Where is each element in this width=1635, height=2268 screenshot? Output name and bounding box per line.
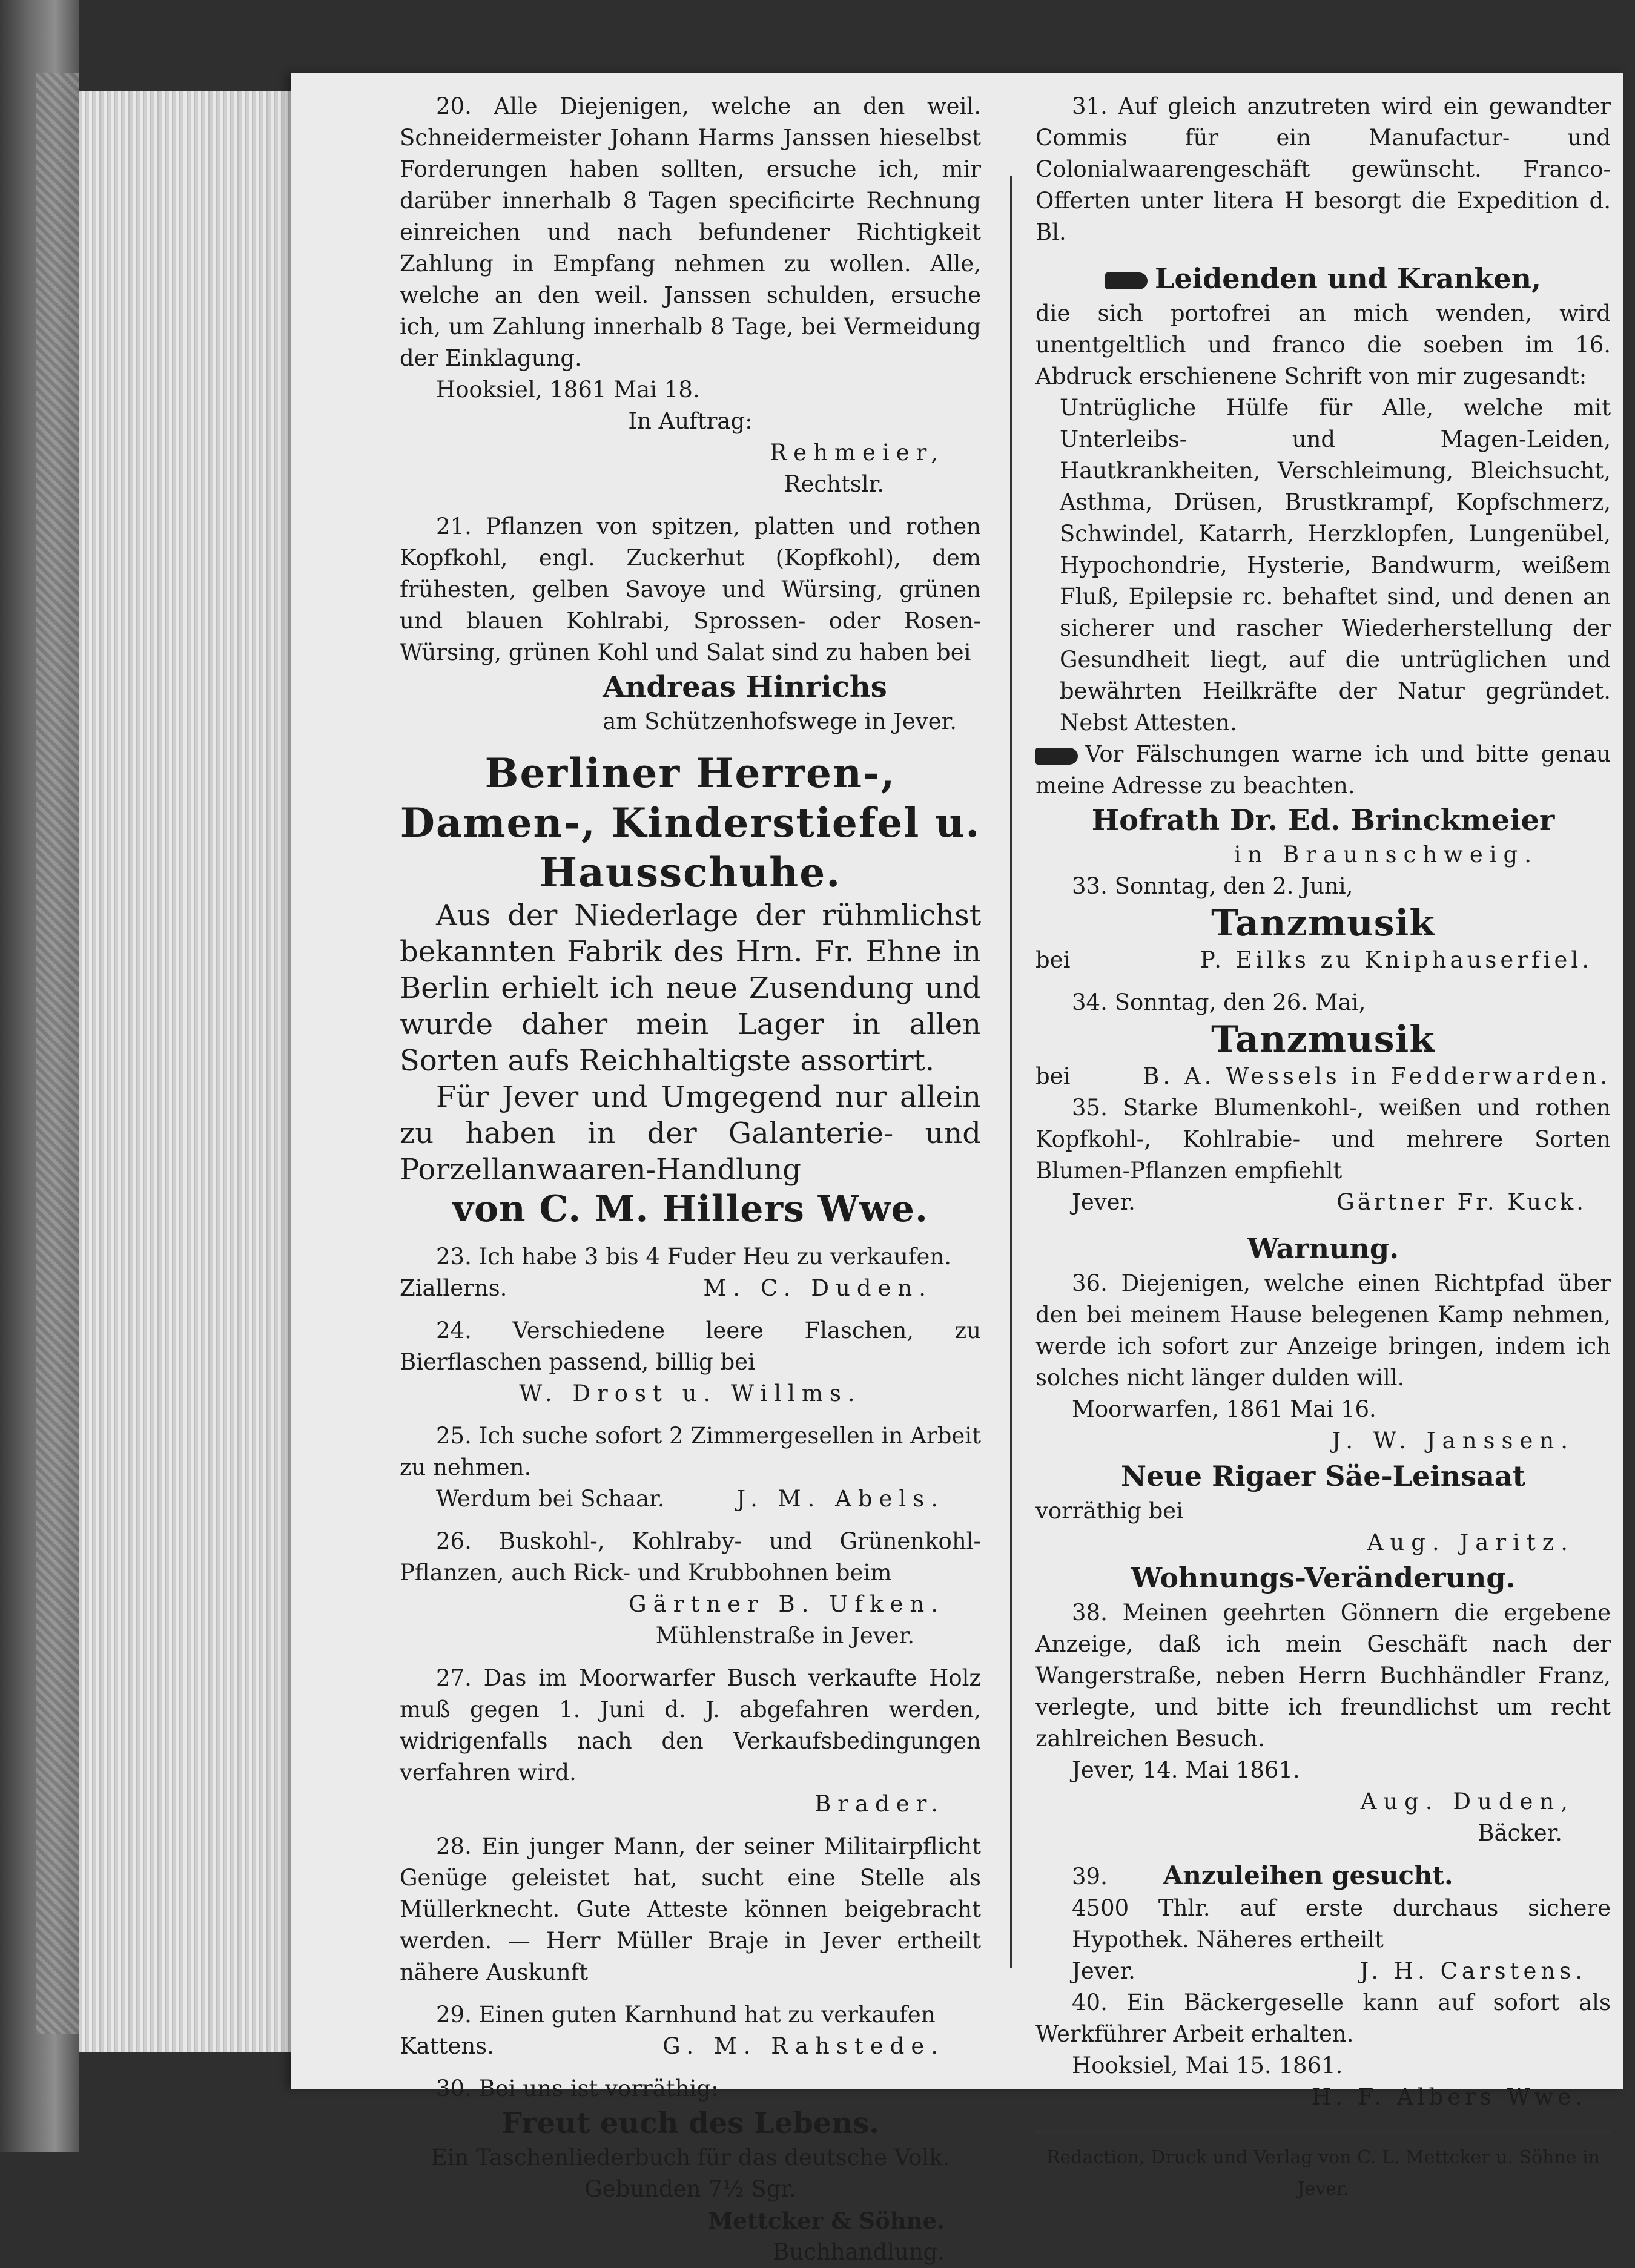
ad-boots-text-1: Aus der Niederlage der rühmlichst bekannten Fabrik des Hrn. Fr. Ehne in Berlin erhielt ich neue Zusendung und wurde daher mein Lager in allen Sorten aufs Reichhaltigste assortirt. bbox=[400, 898, 981, 1078]
notice-27-signature: Brader. bbox=[814, 1791, 945, 1817]
notice-34-footer bbox=[1036, 1061, 1611, 1092]
notice-34: 34. Sonntag, den 26. Mai, bbox=[1072, 989, 1366, 1015]
notice-37-signature: Aug. Jaritz. bbox=[1367, 1529, 1574, 1555]
notice-28: 28. Ein junger Mann, der seiner Militairpflicht Genüge geleistet hat, sucht eine Stelle als Müllerknecht. Gute Atteste können beigebracht werden. — Herr Müller Braje in Jever ertheilt nähere Auskunft bbox=[400, 1833, 981, 1985]
notice-32-text: die sich portofrei an mich wenden, wird unentgeltlich und franco die soeben im 16. Abdruck erschienene Schrift von mir zugesandt: bbox=[1036, 300, 1611, 389]
notice-36: 36. Diejenigen, welche einen Richtpfad über den bei meinem Hause belegenen Kamp nehmen, werde ich sofort zur Anzeige bringen, indem ich solches nicht länger dulden will. bbox=[1036, 1270, 1611, 1391]
notice-38-title: Bäcker. bbox=[1478, 1820, 1562, 1846]
notice-29-footer bbox=[400, 2031, 981, 2062]
notice-35-footer bbox=[1036, 1187, 1611, 1218]
notice-34-signature: B. A. Wessels in Fedderwarden. bbox=[1143, 1063, 1611, 1089]
right-column bbox=[1036, 91, 1611, 2205]
notice-21-name: Andreas Hinrichs bbox=[603, 670, 887, 704]
notice-20-title: Rechtslr. bbox=[784, 471, 884, 497]
notice-40: 40. Ein Bäckergeselle kann auf sofort als Werkführer Arbeit erhalten. bbox=[1036, 1989, 1611, 2047]
pointing-hand-icon bbox=[1036, 748, 1078, 765]
notice-39-number: 39. bbox=[1072, 1864, 1108, 1890]
column-divider bbox=[1010, 176, 1012, 1968]
notice-29: 29. Einen guten Karnhund hat zu verkaufen bbox=[436, 2002, 936, 2028]
notice-38-signature: Aug. Duden, bbox=[1360, 1788, 1574, 1815]
notice-21: 21. Pflanzen von spitzen, platten und rothen Kopfkohl, engl. Zuckerhut (Kopfkohl), dem frühesten, gelben Savoye und Würsing, grünen und blauen Kohlrabi, Sprossen- oder Rosen-Würsing, grünen Kohl und Salat sind zu haben bei bbox=[400, 513, 981, 665]
notice-32-warning-text: Vor Fälschungen warne ich und bitte genau meine Adresse zu beachten. bbox=[1036, 741, 1611, 799]
notice-38: 38. Meinen geehrten Gönnern die ergebene Anzeige, daß ich mein Geschäft nach der Wangerstraße, neben Herrn Buchhändler Franz, verlegte, und bitte ich freundlichst um recht zahlreichen Besuch. bbox=[1036, 1600, 1611, 1752]
notice-30-shop: Buchhandlung. bbox=[773, 2239, 945, 2265]
notice-23: 23. Ich habe 3 bis 4 Fuder Heu zu verkaufen. bbox=[436, 1244, 951, 1270]
notice-36-heading: Warnung. bbox=[1247, 1232, 1399, 1265]
notice-20-signature: Rehmeier, bbox=[770, 440, 945, 466]
ad-boots-text-2: Für Jever und Umgegend nur allein zu haben in der Galanterie- und Porzellanwaaren-Handlung bbox=[400, 1080, 981, 1187]
left-column bbox=[400, 91, 981, 2268]
notice-35: 35. Starke Blumenkohl-, weißen und rothen Kopfkohl-, Kohlrabie- und mehrere Sorten Blumen-Pflanzen empfiehlt bbox=[1036, 1095, 1611, 1184]
notice-40-date: Hooksiel, Mai 15. 1861. bbox=[1072, 2052, 1343, 2078]
notice-25-signature: J. M. Abels. bbox=[736, 1486, 945, 1512]
notice-33-signature: P. Eilks zu Kniphauserfiel. bbox=[1200, 947, 1593, 973]
notice-21-place: am Schützenhofswege in Jever. bbox=[603, 708, 957, 734]
notice-33-title: Tanzmusik bbox=[1211, 902, 1435, 944]
imprint-footer: Redaction, Druck und Verlag von C. L. Mettcker u. Söhne in Jever. bbox=[1036, 2131, 1611, 2205]
notice-25-place: Werdum bei Schaar. bbox=[436, 1486, 665, 1512]
notice-27: 27. Das im Moorwarfer Busch verkaufte Holz muß gegen 1. Juni d. J. abgefahren werden, widrigenfalls nach den Verkaufsbedingungen verfahren wird. bbox=[400, 1665, 981, 1785]
notice-39: 4500 Thlr. auf erste durchaus sichere Hypothek. Näheres ertheilt bbox=[1072, 1895, 1611, 1953]
notice-24: 24. Verschiedene leere Flaschen, zu Bierflaschen passend, billig bei bbox=[400, 1317, 981, 1375]
notice-39-heading bbox=[1036, 1860, 1611, 1893]
book-spine bbox=[0, 0, 79, 2152]
notice-23-footer bbox=[400, 1273, 981, 1304]
notice-32-heading-text: Leidenden und Kranken, bbox=[1155, 262, 1541, 295]
notice-20-date: Hooksiel, 1861 Mai 18. bbox=[436, 377, 700, 403]
notice-37-text: vorräthig bei bbox=[1036, 1498, 1184, 1524]
notice-31: 31. Auf gleich anzutreten wird ein gewandter Commis für ein Manufactur- und Colonialwaarengeschäft gewünscht. Franco-Offerten unter litera H besorgt die Expedition d. Bl. bbox=[1036, 93, 1611, 245]
notice-32-heading bbox=[1036, 259, 1611, 298]
notice-40-signature: H. F. Albers Wwe. bbox=[1311, 2084, 1587, 2110]
notice-34-bei: bei bbox=[1036, 1063, 1071, 1089]
notice-30-signature: Mettcker & Söhne. bbox=[708, 2207, 945, 2234]
notice-33-bei: bei bbox=[1036, 947, 1071, 973]
notice-39-footer bbox=[1036, 1956, 1611, 1987]
notice-30-book-title: Freut euch des Lebens. bbox=[501, 2106, 879, 2140]
notice-23-place: Ziallerns. bbox=[400, 1275, 507, 1301]
notice-35-signature: Gärtner Fr. Kuck. bbox=[1336, 1189, 1587, 1215]
notice-32-place: in Braunschweig. bbox=[1234, 842, 1538, 868]
notice-30: 30. Bei uns ist vorräthig: bbox=[436, 2075, 719, 2102]
pointing-hand-icon bbox=[1105, 272, 1148, 289]
notice-39-place: Jever. bbox=[1072, 1958, 1135, 1984]
notice-37-heading: Neue Rigaer Säe-Leinsaat bbox=[1121, 1460, 1525, 1492]
notice-26-signature: Gärtner B. Ufken. bbox=[629, 1591, 945, 1617]
notice-39-signature: J. H. Carstens. bbox=[1359, 1958, 1587, 1984]
notice-29-signature: G. M. Rahstede. bbox=[662, 2033, 945, 2059]
page-edges bbox=[79, 91, 297, 2052]
notice-30-subtitle: Ein Taschenliederbuch für das deutsche Volk. bbox=[431, 2144, 950, 2171]
notice-30-price: Gebunden 7½ Sgr. bbox=[584, 2176, 796, 2202]
notice-34-title: Tanzmusik bbox=[1211, 1018, 1435, 1061]
notice-32-signature: Hofrath Dr. Ed. Brinckmeier bbox=[1091, 803, 1555, 837]
notice-32-warning bbox=[1036, 739, 1611, 802]
notice-38-date: Jever, 14. Mai 1861. bbox=[1072, 1757, 1300, 1783]
notice-38-heading: Wohnungs-Veränderung. bbox=[1131, 1561, 1516, 1594]
ad-boots-title: Berliner Herren-, Damen-, Kinderstiefel u. Hausschuhe. bbox=[400, 750, 981, 896]
notice-26-place: Mühlenstraße in Jever. bbox=[655, 1623, 914, 1649]
notice-25: 25. Ich suche sofort 2 Zimmergesellen in Arbeit zu nehmen. bbox=[400, 1423, 981, 1480]
notice-20: 20. Alle Diejenigen, welche an den weil. Schneidermeister Johann Harms Janssen hieselbst Forderungen haben sollten, ersuche ich, mir darüber innerhalb 8 Tagen specificirte Rechnung einreichen und nach befundener Richtigkeit Zahlung in Empfang nehmen zu wollen. Alle, welche an den weil. Janssen schulden, ersuche ich, um Zahlung innerhalb 8 Tage, bei Vermeidung der Einklagung. bbox=[400, 93, 981, 371]
notice-24-signature: W. Drost u. Willms. bbox=[519, 1380, 862, 1406]
notice-23-signature: M. C. Duden. bbox=[703, 1275, 933, 1301]
notice-36-signature: J. W. Janssen. bbox=[1332, 1428, 1574, 1454]
notice-36-date: Moorwarfen, 1861 Mai 16. bbox=[1072, 1396, 1376, 1422]
spine-cloth bbox=[36, 73, 79, 2034]
notice-33-footer bbox=[1036, 944, 1611, 976]
notice-39-heading-text: Anzuleihen gesucht. bbox=[1163, 1861, 1453, 1890]
notice-25-footer bbox=[400, 1483, 981, 1515]
notice-32-list: Untrügliche Hülfe für Alle, welche mit Unterleibs- und Magen-Leiden, Hautkrankheiten, Verschleimung, Bleichsucht, Asthma, Drüsen, Brustkrampf, Kopfschmerz, Schwindel, Katarrh, Herzklopfen, Lungenübel, Hypochondrie, Hysterie, Bandwurm, weißem Fluß, Epilepsie rc. behaftet sind, und denen an sicherer und rascher Wiederherstellung der Gesundheit liegt, auf die untrüglichen und bewährten Heilkräfte der Natur gegründet. Nebst Attesten. bbox=[1060, 395, 1611, 736]
notice-33: 33. Sonntag, den 2. Juni, bbox=[1072, 873, 1353, 899]
notice-35-place: Jever. bbox=[1072, 1189, 1135, 1215]
ad-boots-signature: von C. M. Hillers Wwe. bbox=[452, 1188, 928, 1230]
notice-26: 26. Buskohl-, Kohlraby- und Grünenkohl-Pflanzen, auch Rick- und Krubbohnen beim bbox=[400, 1528, 981, 1586]
notice-20-auftrag: In Auftrag: bbox=[628, 408, 753, 434]
notice-29-place: Kattens. bbox=[400, 2033, 494, 2059]
